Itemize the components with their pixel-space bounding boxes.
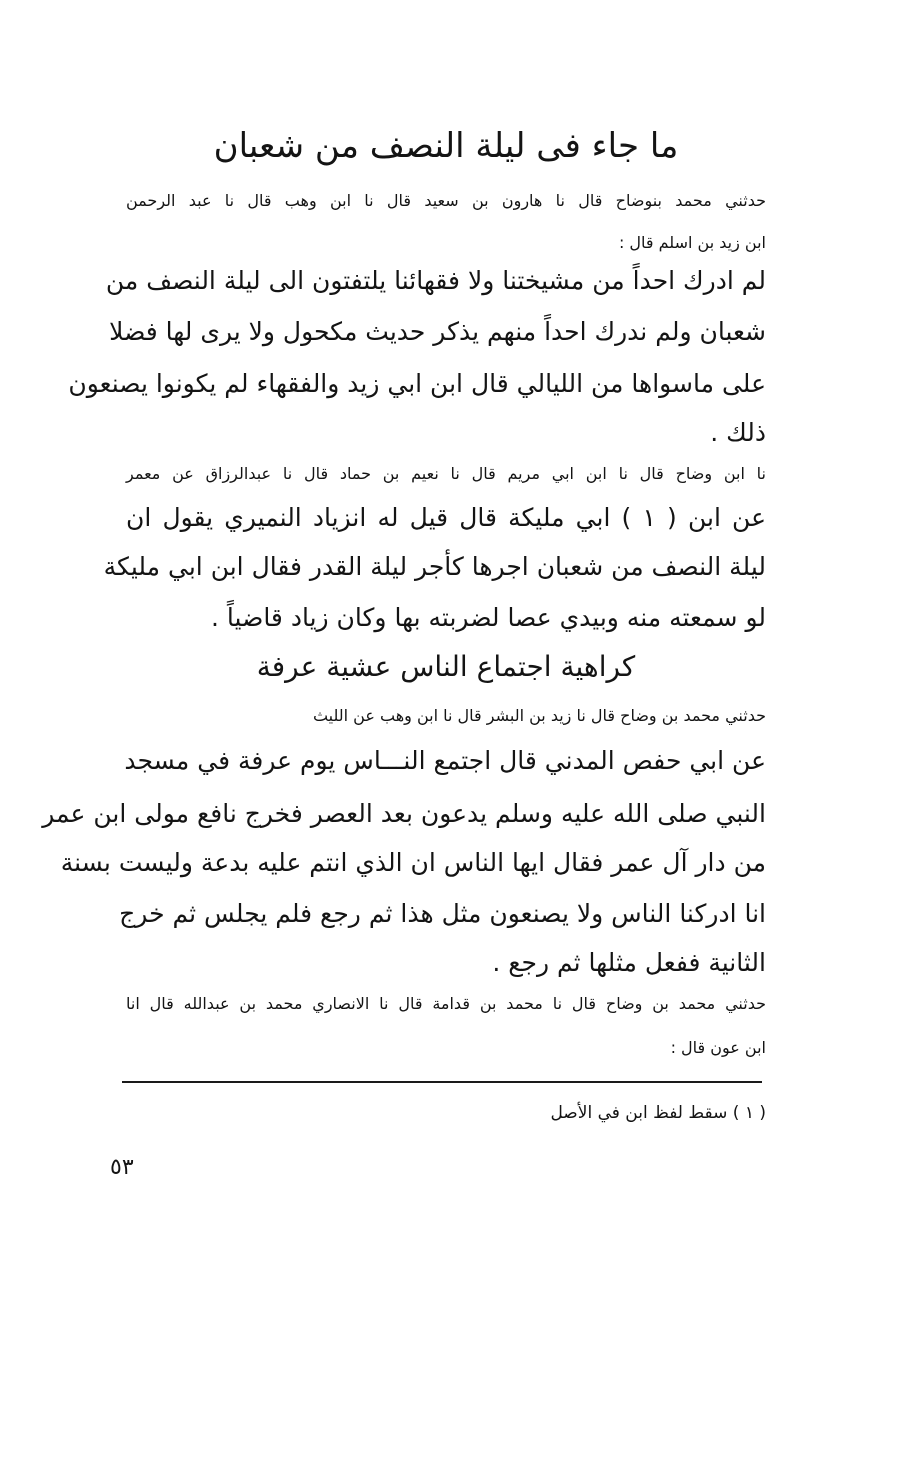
text-line: عن ابي حفص المدني قال اجتمع النـــاس يوم عرفة في مسجد: [124, 746, 766, 775]
text-line: الثانية ففعل مثلها ثم رجع .: [492, 948, 766, 977]
text-line: عن ابن ( ١ ) ابي مليكة قال قيل له انزياد النميري يقول ان: [126, 503, 766, 532]
text-line: انا ادركنا الناس ولا يصنعون مثل هذا ثم رجع فلم يجلس ثم خرج: [119, 899, 766, 928]
text-line: لم ادرك احداً من مشيختنا ولا فقهائنا يلتفتون الى ليلة النصف من: [105, 266, 766, 295]
isnad-line: حدثني محمد بن وضاح قال نا زيد بن البشر قال نا ابن وهب عن الليث: [312, 706, 766, 725]
isnad-line: حدثني محمد بنوضاح قال نا هارون بن سعيد قال نا ابن وهب قال نا عبد الرحمن: [126, 191, 766, 210]
text-line: شعبان ولم ندرك احداً منهم يذكر حديث مكحول ولا يرى لها فضلا: [109, 317, 766, 346]
footnote-rule: [122, 1081, 762, 1083]
text-line: من دار آل عمر فقال ايها الناس ان الذي انتم عليه بدعة وليست بسنة: [60, 848, 766, 877]
page-number: ٥٣: [110, 1155, 134, 1180]
text-line: النبي صلى الله عليه وسلم يدعون بعد العصر فخرج نافع مولى ابن عمر: [42, 799, 766, 828]
text-line: ليلة النصف من شعبان اجرها كأجر ليلة القدر فقال ابن ابي مليكة: [103, 552, 766, 581]
section-heading: كراهية اجتماع الناس عشية عرفة: [256, 650, 636, 683]
isnad-line: حدثني محمد بن وضاح قال نا محمد بن قدامة قال نا الانصاري محمد بن عبدالله قال انا: [126, 994, 766, 1013]
chapter-heading: ما جاء فى ليلة النصف من شعبان: [213, 126, 679, 166]
text-line: على ماسواها من الليالي قال ابن ابي زيد والفقهاء لم يكونوا يصنعون: [68, 369, 766, 398]
isnad-line: ابن عون قال :: [670, 1038, 766, 1057]
text-line: ذلك .: [710, 418, 766, 447]
isnad-line: نا ابن وضاح قال نا ابن ابي مريم قال نا نعيم بن حماد قال نا عبدالرزاق عن معمر: [126, 464, 766, 483]
text-line: لو سمعته منه وبيدي عصا لضربته بها وكان زياد قاضياً .: [211, 603, 766, 632]
isnad-line: ابن زيد بن اسلم قال :: [618, 233, 766, 252]
footnote: ( ١ ) سقط لفظ ابن في الأصل: [550, 1103, 766, 1123]
